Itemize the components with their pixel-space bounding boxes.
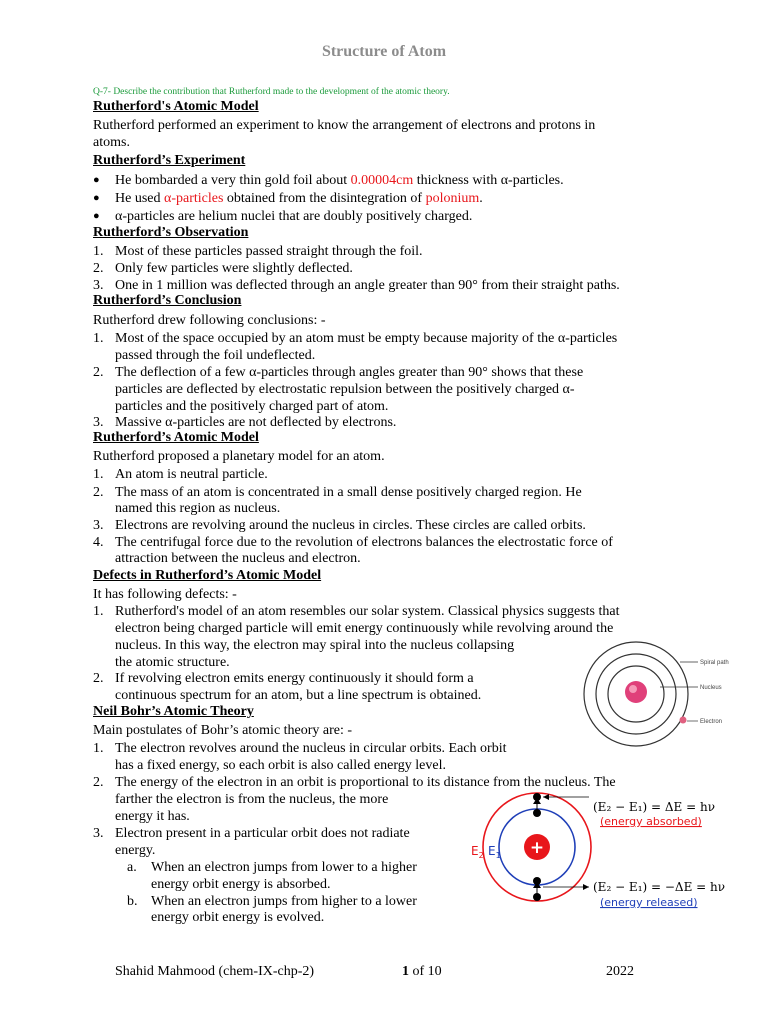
footer-page: 1 of 10 bbox=[402, 964, 442, 979]
defects-intro: It has following defects: - bbox=[93, 587, 237, 602]
footer-author: Shahid Mahmood (chem-IX-chp-2) bbox=[115, 964, 315, 979]
heading-bohr: Neil Bohr’s Atomic Theory bbox=[93, 704, 254, 719]
question-prompt: Q-7- Describe the contribution that Rutherford made to the development of the atomic theory. bbox=[93, 87, 450, 97]
list-item-cont: has a fixed energy, so each orbit is also called energy level. bbox=[115, 758, 446, 773]
list-item-cont: particles and the positively charged part of atom. bbox=[115, 399, 389, 414]
heading-experiment: Rutherford’s Experiment bbox=[93, 153, 246, 168]
equation-released: (E₂ − E₁) = −ΔE = hν bbox=[593, 880, 726, 894]
heading-observation: Rutherford’s Observation bbox=[93, 225, 249, 240]
list-item-cont: named this region as nucleus. bbox=[115, 501, 281, 516]
bullet-icon: ● bbox=[93, 192, 100, 204]
nucleus-icon bbox=[625, 681, 647, 703]
intro-line-2: atoms. bbox=[93, 135, 130, 150]
page-title: Structure of Atom bbox=[321, 43, 447, 60]
label-spiral-path: Spiral path bbox=[700, 660, 729, 666]
bullet-icon: ● bbox=[93, 210, 100, 222]
list-item-cont: passed through the foil undeflected. bbox=[115, 348, 316, 363]
list-item-cont: energy orbit energy is evolved. bbox=[151, 910, 325, 925]
list-item-cont: energy it has. bbox=[115, 809, 190, 824]
heading-conclusion: Rutherford’s Conclusion bbox=[93, 293, 242, 308]
heading-defects: Defects in Rutherford’s Atomic Model bbox=[93, 568, 322, 583]
footer-year: 2022 bbox=[606, 964, 634, 979]
label-nucleus: Nucleus bbox=[700, 685, 722, 691]
bohr-intro: Main postulates of Bohr’s atomic theory are: - bbox=[93, 723, 353, 738]
label-energy-released: (energy released) bbox=[600, 896, 698, 909]
list-item-cont: electron being charged particle will emit energy continuously while revolving around the bbox=[115, 621, 614, 636]
intro-line-1: Rutherford performed an experiment to know the arrangement of electrons and protons in bbox=[93, 118, 596, 133]
plus-icon: + bbox=[529, 838, 545, 858]
list-item-cont: nucleus. In this way, the electron may spiral into the nucleus collapsing bbox=[115, 638, 515, 653]
list-item-cont: particles are deflected by electrostatic repulsion between the positively charged α- bbox=[115, 382, 575, 397]
list-item-cont: energy orbit energy is absorbed. bbox=[151, 877, 331, 892]
list-item-cont: energy. bbox=[115, 843, 156, 858]
bullet-icon: ● bbox=[93, 174, 100, 186]
model-intro: Rutherford proposed a planetary model for an atom. bbox=[93, 449, 385, 464]
electron-icon bbox=[680, 717, 687, 724]
list-item-cont: continuous spectrum for an atom, but a line spectrum is obtained. bbox=[115, 688, 482, 703]
list-item-cont: the atomic structure. bbox=[115, 655, 230, 670]
list-item-cont: farther the electron is from the nucleus, the more bbox=[115, 792, 389, 807]
label-e2: $E_2$ bbox=[471, 844, 484, 860]
label-electron: Electron bbox=[700, 719, 723, 725]
heading-atomic-model: Rutherford's Atomic Model bbox=[93, 99, 259, 114]
label-energy-absorbed: (energy absorbed) bbox=[600, 815, 702, 828]
label-e1: $E_1$ bbox=[488, 844, 501, 860]
heading-atomic-model-2: Rutherford’s Atomic Model bbox=[93, 430, 259, 445]
conclusion-intro: Rutherford drew following conclusions: - bbox=[93, 313, 326, 328]
bohr-energy-diagram bbox=[465, 792, 750, 924]
equation-absorbed: (E₂ − E₁) = ΔE = hν bbox=[593, 800, 716, 814]
rutherford-atom-diagram bbox=[580, 640, 760, 750]
list-item-cont: attraction between the nucleus and electron. bbox=[115, 551, 361, 566]
